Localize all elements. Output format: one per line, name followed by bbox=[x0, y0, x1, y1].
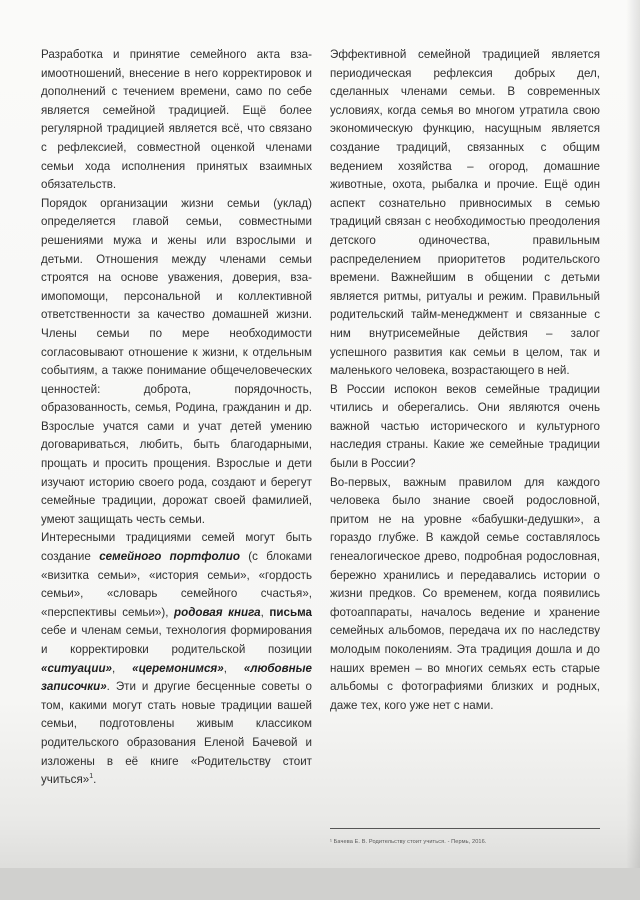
text-run: Интересными традициями семей могут быть создание bbox=[41, 531, 312, 564]
bottom-viewer-bar bbox=[0, 868, 640, 900]
text-run: себе и членам семьи, технология формирования и корректировки родительской позиции bbox=[41, 624, 312, 656]
footnote-divider bbox=[330, 828, 600, 829]
emphasis-ceremonies: «церемонимся» bbox=[132, 661, 224, 675]
left-text-column bbox=[41, 46, 312, 790]
text-run: , bbox=[112, 661, 133, 675]
text-run: . Эти и другие бесценные советы о том, какими могут стать новые традиции вашей семьи, подготовлены живым классиком родительского образования Еленой Бачевой и изложены в её книге «Родительству стоит учиться» bbox=[41, 680, 312, 787]
paragraph-family-act: Разработка и принятие семейного акта взаимоотношений, внесение в него корректировок и дополнений с течением времени, само по себе является семейной традицией. Ещё более регулярной традицией является всё, что связано с рефлексией, совместной оценкой членами семьи хода исполнения принятых взаимных обязательств. bbox=[41, 48, 312, 192]
paragraph-interesting-traditions bbox=[41, 529, 312, 789]
emphasis-family-book: родовая книга bbox=[174, 605, 261, 619]
page-edge-shadow bbox=[626, 0, 640, 900]
paragraph-reflection: Эффективной семейной традицией является периодическая рефлексия добрых дел, сделанных членами семьи. В современных условиях, когда семья во многом утратила свою экономическую функцию, насущным является создание традиций, связанных с общим ведением хозяйства – огород, домашние животные, охота, рыбалка и прочие. Ещё один аспект сознательно привносимых в семью традиций связан с необходимостью преодоления детского одиночества, правильным распределением приоритетов родительского времени. Важнейшим в общении с детьми является ритмы, ритуалы и режим. Правильный родительский тайм-менеджмент и связанные с ним внутрисемейные действия – залог успешного развития как семьи в целом, так и маленького человека, возрастающего в ней. bbox=[330, 48, 600, 378]
text-run: , bbox=[223, 661, 244, 675]
right-text-column bbox=[330, 46, 600, 715]
text-run: . bbox=[93, 773, 97, 787]
footnote-reference[interactable]: 1 bbox=[89, 773, 94, 781]
text-run: , bbox=[260, 605, 270, 619]
footnote-text: ¹ Бачева Е. В. Родительству стоит учиться. - Пермь, 2016. bbox=[330, 839, 487, 845]
paragraph-russia-traditions: В России испокон веков семейные традиции чтились и оберегались. Они являются очень важной частью исторического и культурного наследия страны. Какие же семейные традиции были в России? bbox=[330, 382, 600, 471]
paragraph-family-order: Порядок организации жизни семьи (уклад) определяется главой семьи, совместными решениями мужа и жены или взрослыми и детьми. Отношения между членами семьи строятся на основе уважения, доверия, взаимопомощи, персональной и коллективной ответственности за качество домашней жизни. Члены семьи по мере необходимости согласовывают отношение к жизни, к отдельным событиям, а также понимание общечеловеческих ценностей: доброта, порядочность, образованность, семья, Родина, гражданин и др. Взрослые учатся сами и учат детей умению договариваться, любить, быть благодарными, прощать и просить прощения. Взрослые и дети изучают историю своего рода, создают и берегут семейные традиции, дорожат своей фамилией, умеют защищать честь семьи. bbox=[41, 196, 312, 526]
emphasis-letters: письма bbox=[269, 605, 312, 619]
paragraph-genealogy: Во-первых, важным правилом для каждого человека было знание своей родословной, притом не на уровне «бабушки-дедушки», а гораздо глубже. В каждой семье составлялось генеалогическое древо, подробная родословная, бережно хранились и передавались истории о жизни предков. Со временем, когда появились фотоаппараты, началось ведение и хранение семейных альбомов, передача их по наследству молодым поколениям. Эта традиция дошла и до наших времен – во многих семьях есть старые альбомы с фотографиями близких и родных, даже тех, кого уже нет с нами. bbox=[330, 475, 600, 712]
text-run: (с блоками «визитка семьи», «история семьи», «гордость семьи», «словарь семейного счастья», «перспективы семьи»), bbox=[41, 550, 312, 619]
emphasis-situations: «ситуации» bbox=[41, 661, 112, 675]
emphasis-love-notes: «любовные записочки» bbox=[41, 661, 312, 694]
emphasis-family-portfolio: семейного портфолио bbox=[99, 550, 240, 564]
